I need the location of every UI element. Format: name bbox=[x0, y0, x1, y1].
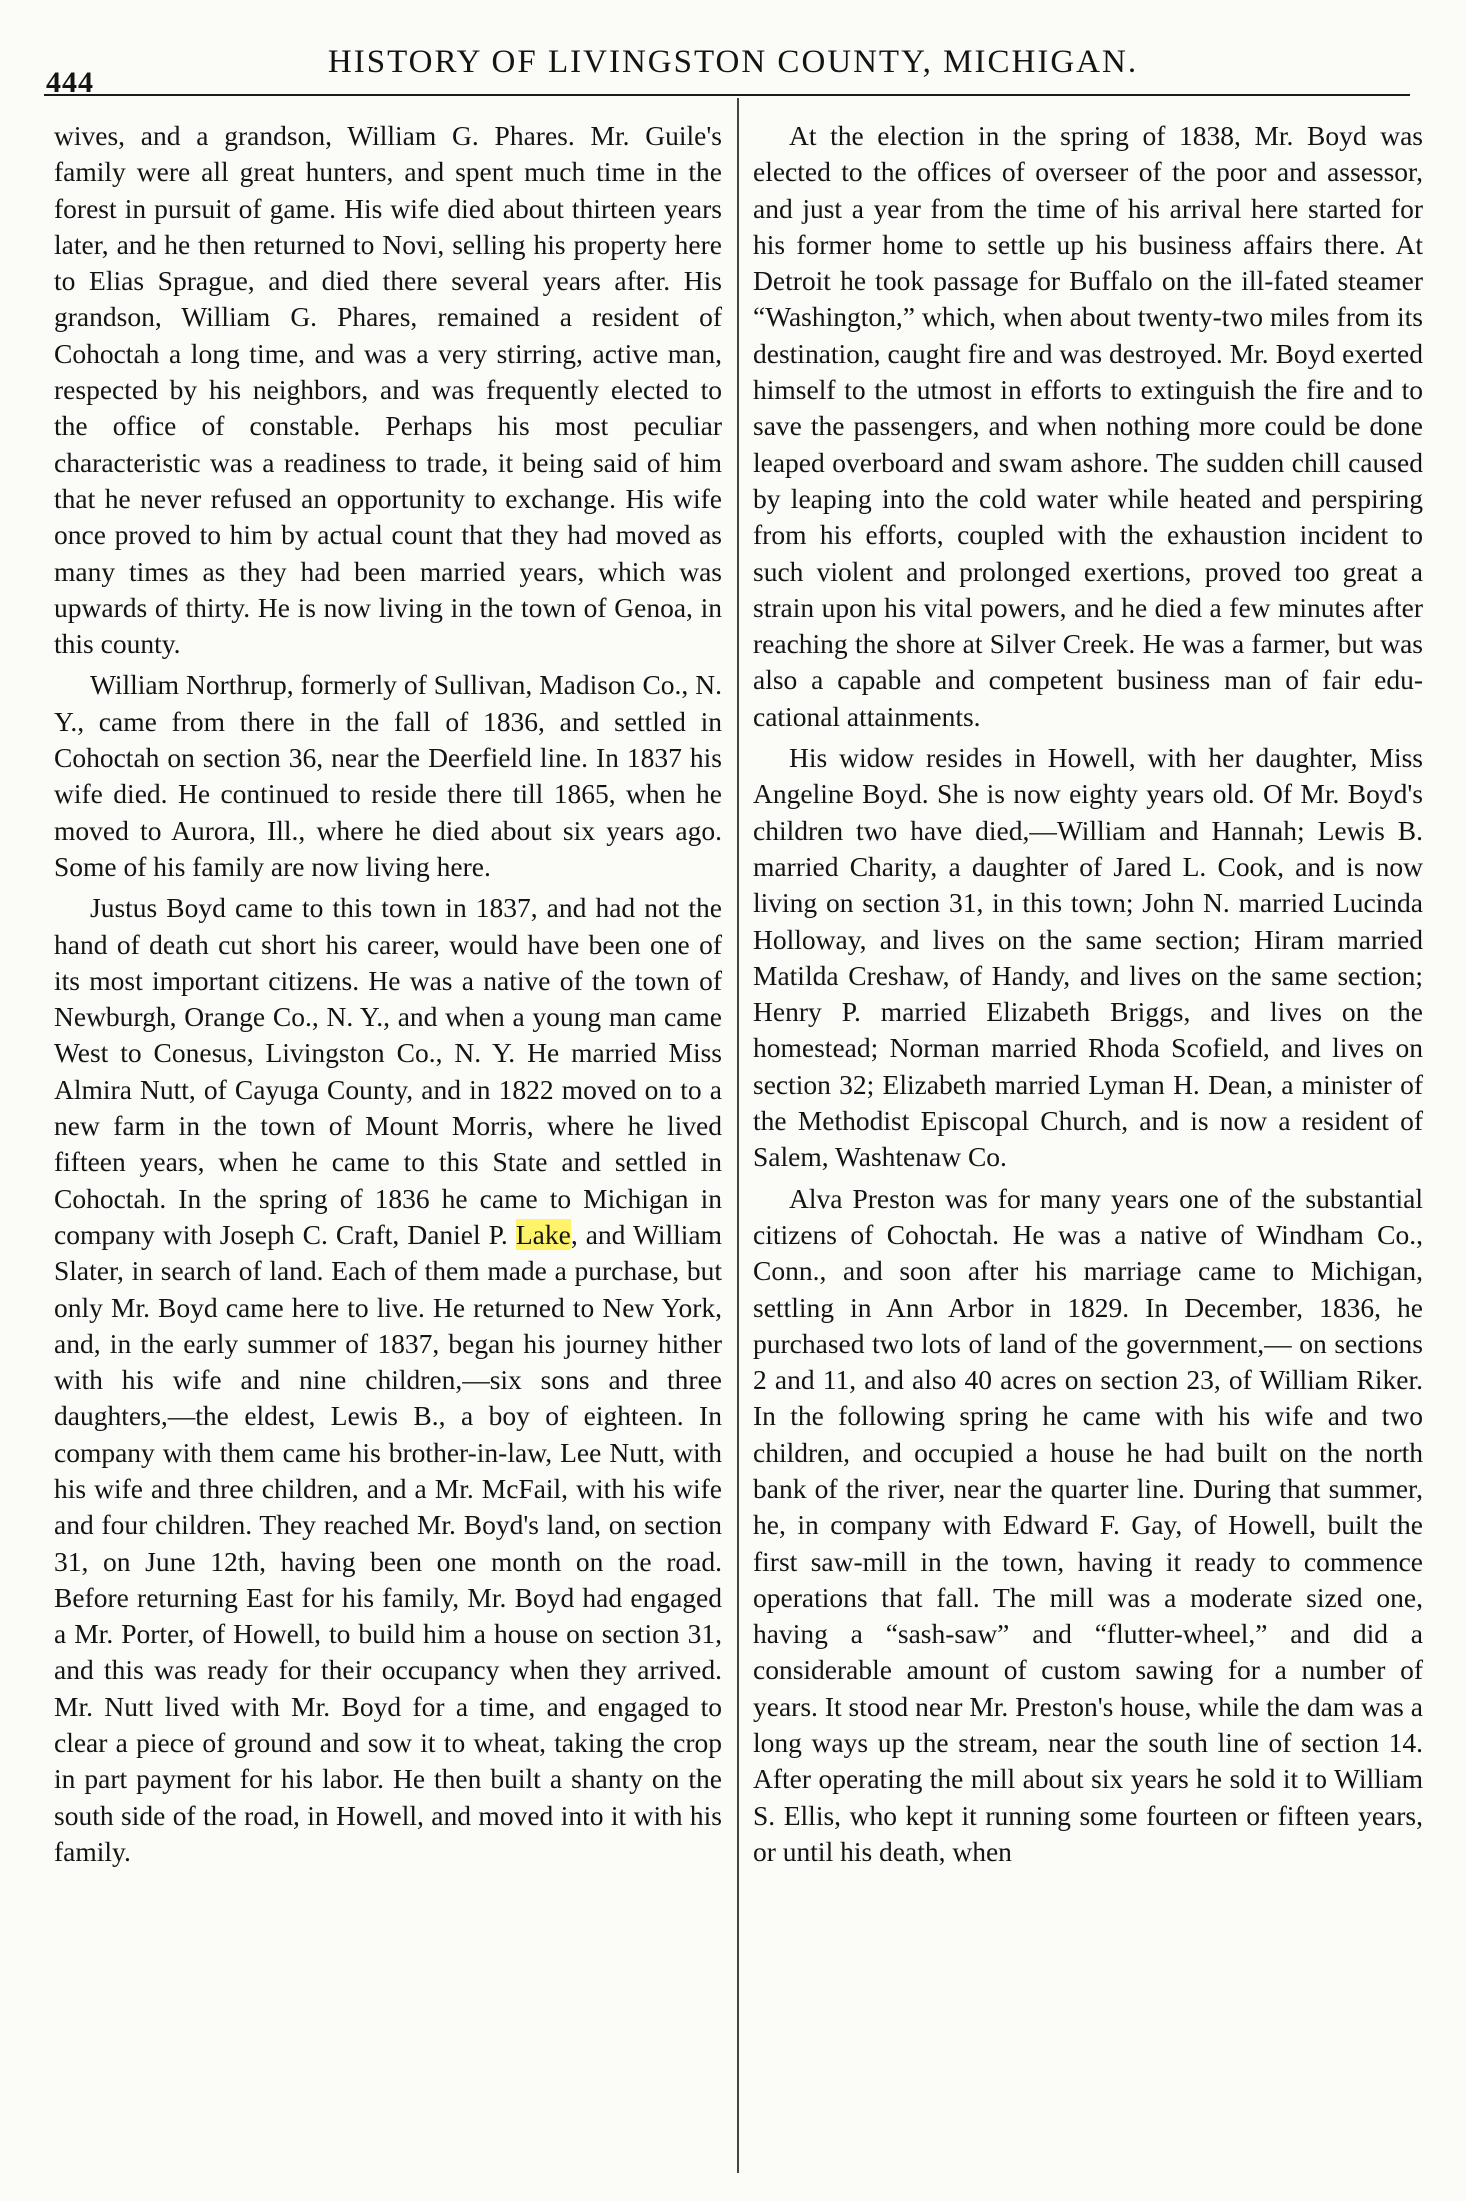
page-number: 444 bbox=[46, 66, 94, 99]
running-title: HISTORY OF LIVINGSTON COUNTY, MICHIGAN. bbox=[327, 44, 1139, 80]
column-divider bbox=[737, 98, 739, 2173]
paragraph-justus-boyd bbox=[54, 890, 722, 1870]
paragraph-boyd-election: At the election in the spring of 1838, Mr. Boyd was elected to the offices of overseer of the poor and assessor, and just a year from the time of his arrival here started for his former home to settle up his business affairs there. At Detroit he took passage for Buffalo on the ill-fated steamer “Washington,” which, when about twenty-two miles from its destination, caught fire and was destroyed. Mr. Boyd exerted himself to the utmost in efforts to extinguish the fire and to save the passengers, and when nothing more could be done leaped overboard and swam ashore. The sudden chill caused by leaping into the cold water while heated and perspiring from his efforts, coupled with the exhaustion incident to such violent and prolonged exertions, proved too great a strain upon his vital powers, and he died a few minutes after reaching the shore at Silver Creek. He was a farmer, but was also a capable and competent business man of fair educational attainments. bbox=[753, 120, 1423, 732]
paragraph-alva-preston: Alva Preston was for many years one of the substantial citizens of Cohoctah. He was a native of Windham Co., Conn., and soon after his marriage came to Michigan, settling in Ann Arbor in 1829. In December, 1836, he purchased two lots of land of the government,— on sections 2 and 11, and also 40 acres on section 23, of William Riker. In the following spring he came with his wife and two children, and occupied a house he had built on the north bank of the river, near the quarter line. During that summer, he, in company with Edward F. Gay, of Howell, built the first saw-mill in the town, having it ready to commence operations that fall. The mill was a moderate sized one, having a “sash-saw” and “flutter-wheel,” and did a considerable amount of custom sawing for a number of years. It stood near Mr. Preston's house, while the dam was a long ways up the stream, near the south line of section 14. After operating the mill about six years he sold it to William S. Ellis, who kept it running some fourteen or fifteen years, or until his death, when bbox=[753, 1182, 1423, 1867]
text-segment: , and William Slater, in search of land. Each of them made a purchase, but only Mr. Boyd came here to live. He returned to New York, and, in the early summer of 1837, began his journey hither with his wife and nine children,—six sons and three daughters,—the eldest, Lewis B., a boy of eighteen. In company with them came his brother-in-law, Lee Nutt, with his wife and three children, and a Mr. McFail, with his wife and four children. They reached Mr. Boyd's land, on section 31, on June 12th, having been one month on the road. Before returning East for his family, Mr. Boyd had engaged a Mr. Porter, of Howell, to build him a house on section 31, and this was ready for their occupancy when they arrived. Mr. Nutt lived with Mr. Boyd for a time, and engaged to clear a piece of ground and sow it to wheat, taking the crop in part payment for his labor. He then built a shanty on the south side of the road, in Howell, and moved into it with his family. bbox=[54, 1218, 722, 1867]
highlighted-word: Lake bbox=[515, 1218, 571, 1250]
text-segment: Justus Boyd came to this town in 1837, and had not the hand of death cut short his career, would have been one of its most important citizens. He was a native of the town of Newburgh, Orange Co., N. Y., and when a young man came West to Conesus, Livingston Co., N. Y. He married Miss Almira Nutt, of Cayuga County, and in 1822 moved on to a new farm in the town of Mount Morris, where he lived fifteen years, when he came to this State and settled in Cohoctah. In the spring of 1836 he came to Michigan in company with Joseph C. Craft, Daniel P. bbox=[54, 892, 722, 1250]
paragraph-william-northrup: William Northrup, formerly of Sullivan, Madison Co., N. Y., came from there in the fall of 1836, and settled in Cohoctah on section 36, near the Deerfield line. In 1837 his wife died. He continued to reside there till 1865, when he moved to Aurora, Ill., where he died about six years ago. Some of his family are now living here. bbox=[54, 669, 722, 882]
right-column bbox=[753, 118, 1423, 1875]
left-column bbox=[54, 118, 722, 1875]
paragraph-guile-family: wives, and a grandson, William G. Phares. Mr. Guile's family were all great hunters, and spent much time in the forest in pursuit of game. His wife died about thirteen years later, and he then returned to Novi, selling his property here to Elias Sprague, and died there several years after. His grandson, William G. Phares, remained a resident of Cohoctah a long time, and was a very stirring, active man, respected by his neighbors, and was frequently elected to the office of constable. Perhaps his most peculiar characteristic was a readiness to trade, it being said of him that he never refused an opportunity to exchange. His wife once proved to him by actual count that they had moved as many times as they had been married years, which was upwards of thirty. He is now living in the town of Genoa, in this county. bbox=[54, 120, 722, 660]
paragraph-boyd-widow: His widow resides in Howell, with her daughter, Miss Angeline Boyd. She is now eighty years old. Of Mr. Boyd's children two have died,—William and Hannah; Lewis B. married Charity, a daughter of Jared L. Cook, and is now living on section 31, in this town; John N. married Lucinda Holloway, and lives on the same section; Hiram married Matilda Creshaw, of Handy, and lives on the same section; Henry P. married Elizabeth Briggs, and lives on the homestead; Norman married Rhoda Scofield, and lives on section 32; Elizabeth married Lyman H. Dean, a minister of the Methodist Episcopal Church, and is now a resident of Salem, Washtenaw Co. bbox=[753, 742, 1423, 1173]
header-rule bbox=[44, 94, 1410, 96]
